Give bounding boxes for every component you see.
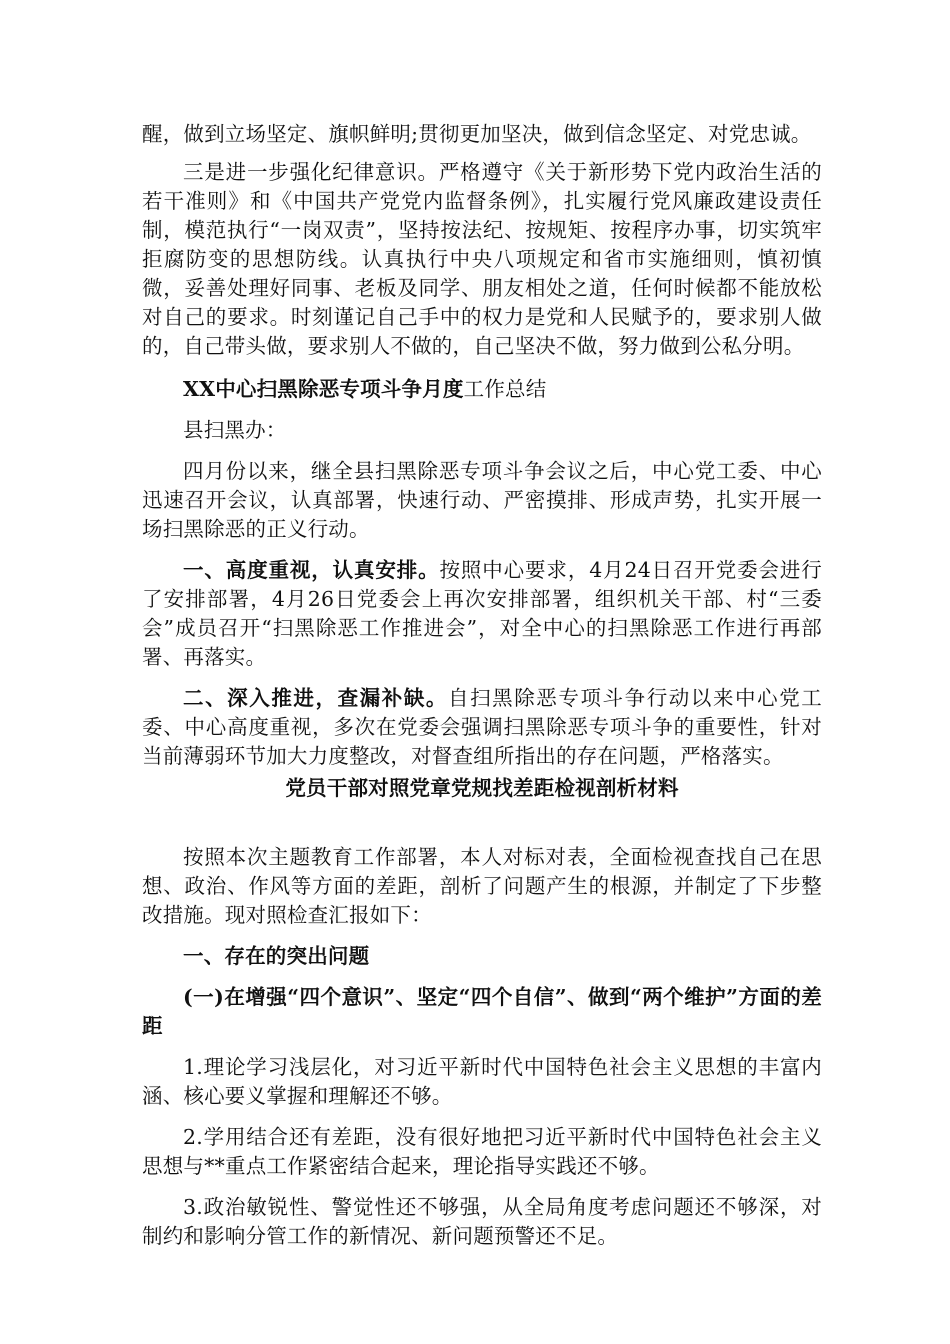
list-item-3: 3.政治敏锐性、警觉性还不够强，从全局角度考虑问题还不够深，对制约和影响分管工作的新情况、新问题预警还不足。 (142, 1195, 822, 1248)
report-title (142, 375, 822, 404)
list-item-2: 2.学用结合还有差距，没有很好地把习近平新时代中国特色社会主义思想与**重点工作紧密结合起来，理论指导实践还不够。 (142, 1125, 822, 1178)
heading-problems: 一、存在的突出问题 (183, 944, 370, 968)
material-title: 党员干部对照党章党规找差距检视剖析材料 (285, 776, 679, 800)
section-one-heading: 一、高度重视，认真安排。 (183, 558, 440, 582)
section-two-heading: 二、深入推进，查漏补缺。 (183, 686, 448, 710)
paragraph-material-intro: 按照本次主题教育工作部署，本人对标对表，全面检视查找自己在思想、政治、作风等方面的差距，剖析了问题产生的根源，并制定了下步整改措施。现对照检查汇报如下： (142, 845, 822, 927)
list-item-1: 1.理论学习浅层化，对习近平新时代中国特色社会主义思想的丰富内涵、核心要义掌握和理解还不够。 (142, 1055, 822, 1108)
paragraph-section-two (142, 684, 822, 771)
section-one-text: 按照中心要求，4月24日召开党委会进行了安排部署，4月26日党委会上再次安排部署，组织机关干部、村“三委会”成员召开“扫黑除恶工作推进会”，对全中心的扫黑除恶工作进行再部署、再落实。 (142, 558, 822, 669)
paragraph-continuation: 醒，做到立场坚定、旗帜鲜明;贯彻更加坚决，做到信念坚定、对党忠诚。 (142, 122, 812, 146)
paragraph-intro: 四月份以来，继全县扫黑除恶专项斗争会议之后，中心党工委、中心迅速召开会议，认真部署，快速行动、严密摸排、形成声势，扎实开展一场扫黑除恶的正义行动。 (142, 459, 822, 541)
section-two-text: 自扫黑除恶专项斗争行动以来中心党工委、中心高度重视，多次在党委会强调扫黑除恶专项斗争的重要性，针对当前薄弱环节加大力度整改，对督查组所指出的存在问题，严格落实。 (142, 686, 822, 768)
paragraph-discipline: 三是进一步强化纪律意识。严格遵守《关于新形势下党内政治生活的若干准则》和《中国共产党党内监督条例》，扎实履行党风廉政建设责任制，模范执行“一岗双责”，坚持按法纪、按规矩、按程序办事，切实筑牢拒腐防变的思想防线。认真执行中央八项规定和省市实施细则，慎初慎微，妥善处理好同事、老板及同学、朋友相处之道，任何时候都不能放松对自己的要求。时刻谨记自己手中的权力是党和人民赋予的，要求别人做的，自己带头做，要求别人不做的，自己坚决不做，努力做到公私分明。 (142, 160, 822, 358)
document-page (142, 120, 822, 1251)
paragraph-section-one (142, 556, 822, 672)
heading-gap: (一)在增强“四个意识”、坚定“四个自信”、做到“两个维护”方面的差距 (142, 985, 822, 1038)
report-title-rest: 工作总结 (463, 377, 547, 401)
report-title-bold: XX中心扫黑除恶专项斗争月度 (183, 377, 464, 401)
addressee: 县扫黑办： (183, 418, 287, 442)
